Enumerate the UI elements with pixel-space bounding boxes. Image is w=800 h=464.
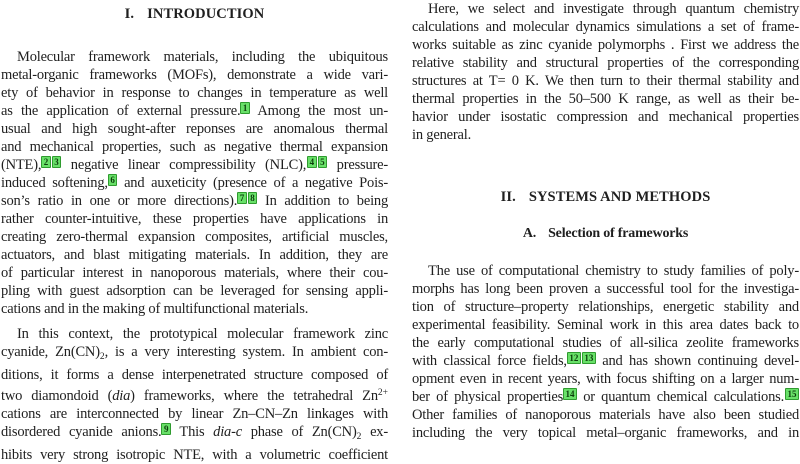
citation-ref-9[interactable]: 9 (161, 423, 171, 435)
text-line: two diamondoid (dia) frameworks, where the tetrahedral $Zn^{2+}$ (1, 388, 388, 404)
text-line: cations are interconnected by linear Zn–CN–Zn linkages with (1, 406, 388, 422)
citation-ref-5[interactable]: 5 (318, 156, 328, 168)
text-line: the early computational studies of all-silica zeolite frameworks (412, 335, 799, 351)
text-line: rather counter-intuitive, these properties have applications in (1, 211, 388, 227)
paragraph-methods (412, 262, 799, 442)
citation-ref-14[interactable]: 14 (563, 388, 577, 400)
section-heading-introduction (1, 5, 388, 23)
text-line: structures at T= 0 K. We then turn to their thermal stability and (412, 73, 799, 89)
text-line: actuators, and blast mitigating materials. In addition, they are (1, 247, 388, 263)
text-line: tion of structure–property relationships, energetic stability and (412, 299, 799, 315)
citation-ref-2[interactable]: 2 (41, 156, 51, 168)
subsection-heading-selection-frameworks (412, 225, 799, 243)
right-column (412, 0, 799, 442)
text-line: as the application of external pressure. 1 Among the most un- (1, 103, 388, 119)
citation-ref-6[interactable]: 6 (108, 174, 118, 186)
superscript-text: 2+ (377, 388, 388, 398)
text-line: cations and in the making of multifunctional materials. (1, 301, 309, 317)
italic-text: dia-c (213, 424, 242, 440)
italic-text: dia (112, 388, 131, 404)
section-title: INTRODUCTION (147, 6, 265, 22)
citation-ref-12[interactable]: 12 (567, 352, 581, 364)
text-line: creating zero-thermal expansion composites, artificial muscles, (1, 229, 388, 245)
text-line: cyanide, $Zn(CN)_2$, is a very interesting system. In ambient con- (1, 344, 388, 362)
citation-ref-4[interactable]: 4 (307, 156, 317, 168)
text-line: works suitable as zinc cyanide polymorphs . First we address the (412, 37, 799, 53)
text-line: including the very topical metal–organic frameworks, and in (412, 425, 799, 441)
text-line: calculations and molecular dynamics simulations a set of frame- (412, 19, 799, 35)
text-line: thermal properties in the 50–500 K range, as well as their be- (412, 91, 799, 107)
text-line: Molecular framework materials, including the ubiquitous (17, 49, 388, 65)
text-line: The use of computational chemistry to study families of poly- (428, 263, 799, 279)
text-line: Here, we select and investigate through quantum chemistry (428, 1, 799, 17)
subsection-title: Selection of frameworks (548, 226, 689, 241)
citation-ref-15[interactable]: 15 (785, 388, 799, 400)
citation-ref-8[interactable]: 8 (248, 192, 258, 204)
text-line: ditions, it forms a dense interpenetrated structure composed of (1, 367, 388, 383)
text-line: hibits very strong isotropic NTE, with a volumetric coefficient (1, 447, 388, 463)
text-line: induced softening, 6 and auxeticity (presence of a negative Pois- (1, 175, 388, 191)
section-number: I. (124, 6, 135, 22)
text-line: ety of behavior in response to changes in temperature as well (1, 85, 388, 101)
text-line: (NTE), 2 3 negative linear compressibility (NLC), 4 5 pressure- (1, 157, 388, 173)
subsection-number: A. (522, 226, 537, 241)
paragraph-intro-1 (1, 48, 388, 318)
section-number: II. (500, 189, 516, 205)
text-line: pling with guest adsorption can be leveraged for sensing appli- (1, 283, 388, 299)
text-line: son’s ratio in one or more directions). 7 8 In addition to being (1, 193, 388, 209)
paragraph-overview (412, 0, 799, 144)
text-line: and mechanical properties, such as negative thermal expansion (1, 139, 388, 155)
left-column (1, 0, 388, 464)
text-line: disordered cyanide anions. 9 This dia-c phase of $Zn(CN)_2$ ex- (1, 424, 388, 442)
text-line: with classical force fields, 12 13 and has shown continuing devel- (412, 353, 799, 369)
section-title: SYSTEMS AND METHODS (528, 189, 711, 205)
text-line: ber of physical properties 14 or quantum chemical calculations. 15 (412, 388, 799, 406)
text-line: of particular interest in nanoporous materials, where their cou- (1, 265, 388, 281)
text-line: in general. (412, 127, 471, 143)
text-line: usual and high sought-after reponses are anomalous thermal (1, 121, 388, 137)
paragraph-intro-2 (1, 325, 388, 464)
text-line: metal-organic frameworks (MOFs), demonstrate a wide vari- (1, 67, 388, 83)
citation-ref-3[interactable]: 3 (52, 156, 62, 168)
text-line: havior under isostatic compression and mechanical properties (412, 109, 799, 125)
text-line: Other families of nanoporous materials have also been studied (412, 407, 799, 423)
text-line: relative stability and structural properties of the corresponding (412, 55, 799, 71)
text-line: morphs has long been proven a successful tool for the investiga- (412, 281, 799, 297)
subscript-text: 2 (356, 432, 362, 442)
section-heading-systems-methods (412, 188, 799, 206)
subscript-text: 2 (99, 352, 105, 362)
text-line: In this context, the prototypical molecular framework zinc (17, 326, 388, 342)
citation-ref-7[interactable]: 7 (237, 192, 247, 204)
text-line: opment even in recent years, with focus shifting on a larger num- (412, 371, 799, 387)
text-line: experimental feasibility. Seminal work in this area dates back to (412, 317, 799, 333)
citation-ref-13[interactable]: 13 (582, 352, 596, 364)
citation-ref-1[interactable]: 1 (240, 102, 250, 114)
